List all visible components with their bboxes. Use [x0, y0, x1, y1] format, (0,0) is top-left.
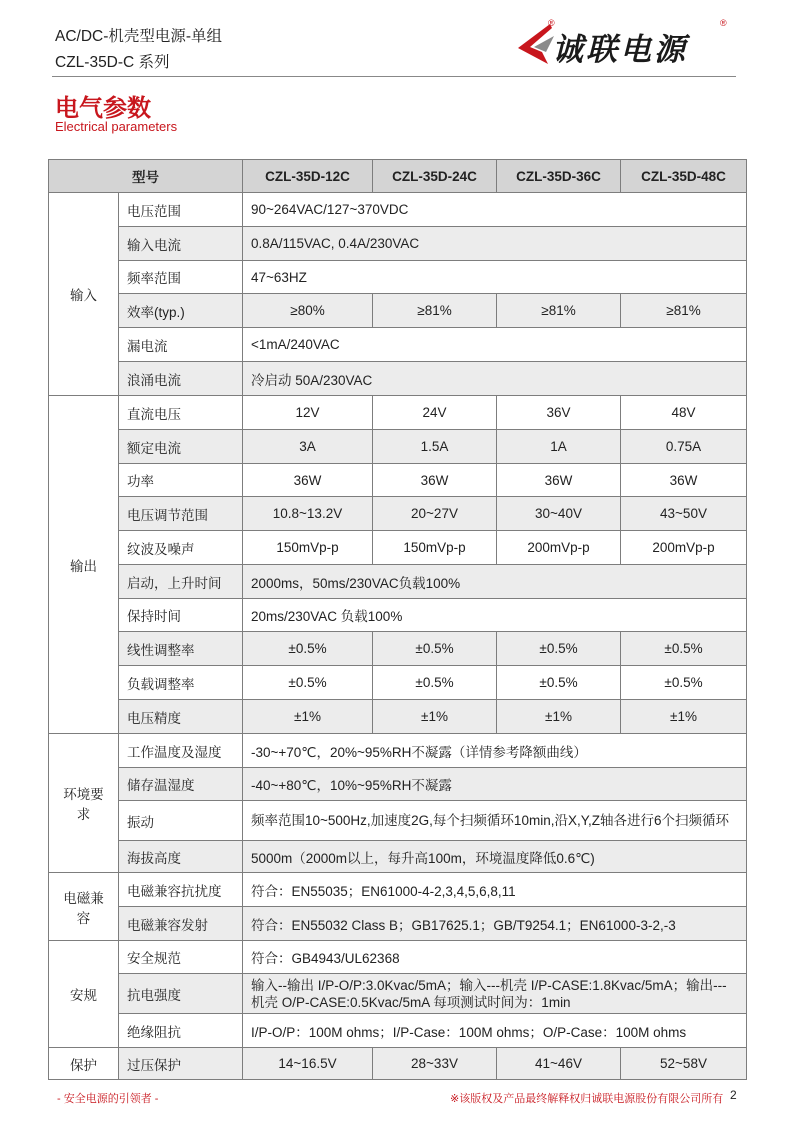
row-label: 过压保护 [119, 1048, 243, 1080]
row-label: 直流电压 [119, 396, 243, 430]
model-36c: CZL-35D-36C [497, 160, 621, 193]
table-row [49, 734, 747, 768]
row-label: 抗电强度 [119, 974, 243, 1014]
row-label: 振动 [119, 801, 243, 841]
table-row [49, 1048, 747, 1080]
table-row [49, 841, 747, 873]
table-row [49, 396, 747, 430]
cell-value: ±1% [621, 700, 747, 734]
cell-value: 1A [497, 430, 621, 464]
row-label: 保持时间 [119, 599, 243, 632]
cell-value: ±0.5% [497, 666, 621, 700]
title-line-2: CZL-35D-C 系列 [55, 54, 170, 71]
row-value: 冷启动 50A/230VAC [243, 362, 747, 396]
cell-value: 12V [243, 396, 373, 430]
row-value: -40~+80℃，10%~95%RH不凝露 [243, 768, 747, 801]
cell-value: ±0.5% [497, 632, 621, 666]
cell-value: 1.5A [373, 430, 497, 464]
group-input: 输入 [49, 193, 119, 396]
row-value: 0.8A/115VAC, 0.4A/230VAC [243, 227, 747, 261]
row-value: 47~63HZ [243, 261, 747, 294]
row-value: 90~264VAC/127~370VDC [243, 193, 747, 227]
table-row [49, 599, 747, 632]
cell-value: 41~46V [497, 1048, 621, 1080]
row-value: I/P-O/P：100M ohms；I/P-Case：100M ohms；O/P-Case：100M ohms [243, 1014, 747, 1048]
cell-value: 150mVp-p [243, 531, 373, 565]
row-value: 符合：EN55035；EN61000-4-2,3,4,5,6,8,11 [243, 873, 747, 907]
cell-value: 200mVp-p [497, 531, 621, 565]
row-value: 20ms/230VAC 负载100% [243, 599, 747, 632]
cell-value: 43~50V [621, 497, 747, 531]
row-label: 频率范围 [119, 261, 243, 294]
cell-value: 3A [243, 430, 373, 464]
row-label: 电压范围 [119, 193, 243, 227]
table-row [49, 768, 747, 801]
row-label: 电压调节范围 [119, 497, 243, 531]
row-label: 效率(typ.) [119, 294, 243, 328]
cell-value: ±0.5% [243, 632, 373, 666]
section-subtitle: Electrical parameters [55, 119, 178, 134]
cell-value: ±1% [373, 700, 497, 734]
cell-value: 10.8~13.2V [243, 497, 373, 531]
cell-value: 36W [497, 464, 621, 497]
table-row [49, 261, 747, 294]
row-value: 符合：EN55032 Class B；GB17625.1；GB/T9254.1；EN61000-3-2,-3 [243, 907, 747, 941]
document-title [55, 24, 222, 76]
row-label: 额定电流 [119, 430, 243, 464]
group-output: 输出 [49, 396, 119, 734]
row-label: 工作温度及湿度 [119, 734, 243, 768]
model-24c: CZL-35D-24C [373, 160, 497, 193]
model-48c: CZL-35D-48C [621, 160, 747, 193]
logo-text: 诚联电源 [552, 32, 688, 68]
table-row [49, 193, 747, 227]
header-divider [52, 76, 736, 77]
cell-value: 20~27V [373, 497, 497, 531]
cell-value: 36W [373, 464, 497, 497]
electrical-parameters-table [48, 159, 747, 1080]
row-label: 线性调整率 [119, 632, 243, 666]
cell-value: ±0.5% [621, 666, 747, 700]
cell-value: ≥80% [243, 294, 373, 328]
group-emc: 电磁兼容 [49, 873, 119, 941]
group-protection: 保护 [49, 1048, 119, 1080]
table-row [49, 362, 747, 396]
table-row [49, 430, 747, 464]
row-label: 功率 [119, 464, 243, 497]
footer-copyright: ※该版权及产品最终解释权归诚联电源股份有限公司所有 [450, 1093, 724, 1105]
cell-value: 0.75A [621, 430, 747, 464]
cell-value: ±0.5% [373, 632, 497, 666]
table-row [49, 941, 747, 974]
cell-value: ≥81% [621, 294, 747, 328]
cell-value: ±0.5% [621, 632, 747, 666]
footer-slogan: - 安全电源的引领者 - [57, 1093, 159, 1105]
table-header-row [49, 160, 747, 193]
cell-value: 48V [621, 396, 747, 430]
row-label: 启动，上升时间 [119, 565, 243, 599]
row-value: <1mA/240VAC [243, 328, 747, 362]
cell-value: ±1% [243, 700, 373, 734]
model-header: 型号 [49, 160, 243, 193]
table-row [49, 294, 747, 328]
cell-value: ±0.5% [243, 666, 373, 700]
cell-value: 36W [243, 464, 373, 497]
brand-logo [512, 18, 742, 70]
registered-mark-left: ® [548, 18, 555, 28]
row-value: 符合：GB4943/UL62368 [243, 941, 747, 974]
table-row [49, 1014, 747, 1048]
row-label: 漏电流 [119, 328, 243, 362]
row-value: 输入--输出 I/P-O/P:3.0Kvac/5mA；输入---机壳 I/P-CASE:1.8Kvac/5mA；输出---机壳 O/P-CASE:0.5Kvac/5mA 每项测试时间为：1min [243, 974, 747, 1014]
table-row [49, 464, 747, 497]
section-title: 电气参数 [55, 95, 151, 122]
cell-value: 28~33V [373, 1048, 497, 1080]
table-row [49, 227, 747, 261]
table-row [49, 666, 747, 700]
cell-value: ±1% [497, 700, 621, 734]
group-safety: 安规 [49, 941, 119, 1048]
row-label: 海拔高度 [119, 841, 243, 873]
cell-value: 200mVp-p [621, 531, 747, 565]
cell-value: 24V [373, 396, 497, 430]
cell-value: 52~58V [621, 1048, 747, 1080]
table-row [49, 565, 747, 599]
row-value: 2000ms，50ms/230VAC负载100% [243, 565, 747, 599]
cell-value: 30~40V [497, 497, 621, 531]
table-row [49, 497, 747, 531]
row-label: 负载调整率 [119, 666, 243, 700]
row-value: -30~+70℃，20%~95%RH不凝露（详情参考降额曲线） [243, 734, 747, 768]
table-row [49, 907, 747, 941]
table-row [49, 700, 747, 734]
row-label: 纹波及噪声 [119, 531, 243, 565]
row-label: 储存温湿度 [119, 768, 243, 801]
table-row [49, 873, 747, 907]
row-label: 电磁兼容发射 [119, 907, 243, 941]
cell-value: ≥81% [497, 294, 621, 328]
table-row [49, 632, 747, 666]
title-line-1: AC/DC-机壳型电源-单组 [55, 28, 223, 45]
row-value: 频率范围10~500Hz,加速度2G,每个扫频循环10min,沿X,Y,Z轴各进行6个扫频循环 [243, 801, 747, 841]
cell-value: ≥81% [373, 294, 497, 328]
table-row [49, 531, 747, 565]
table-row [49, 801, 747, 841]
row-label: 浪涌电流 [119, 362, 243, 396]
registered-mark-right: ® [720, 18, 727, 28]
table-row [49, 974, 747, 1014]
cell-value: 36V [497, 396, 621, 430]
row-label: 电磁兼容抗扰度 [119, 873, 243, 907]
row-label: 绝缘阻抗 [119, 1014, 243, 1048]
row-label: 输入电流 [119, 227, 243, 261]
cell-value: 36W [621, 464, 747, 497]
group-environment: 环境要求 [49, 734, 119, 873]
cell-value: 14~16.5V [243, 1048, 373, 1080]
cell-value: 150mVp-p [373, 531, 497, 565]
row-value: 5000m（2000m以上，每升高100m，环境温度降低0.6℃) [243, 841, 747, 873]
table-row [49, 328, 747, 362]
row-label: 安全规范 [119, 941, 243, 974]
page-number: 2 [730, 1088, 737, 1102]
model-12c: CZL-35D-12C [243, 160, 373, 193]
cell-value: ±0.5% [373, 666, 497, 700]
row-label: 电压精度 [119, 700, 243, 734]
